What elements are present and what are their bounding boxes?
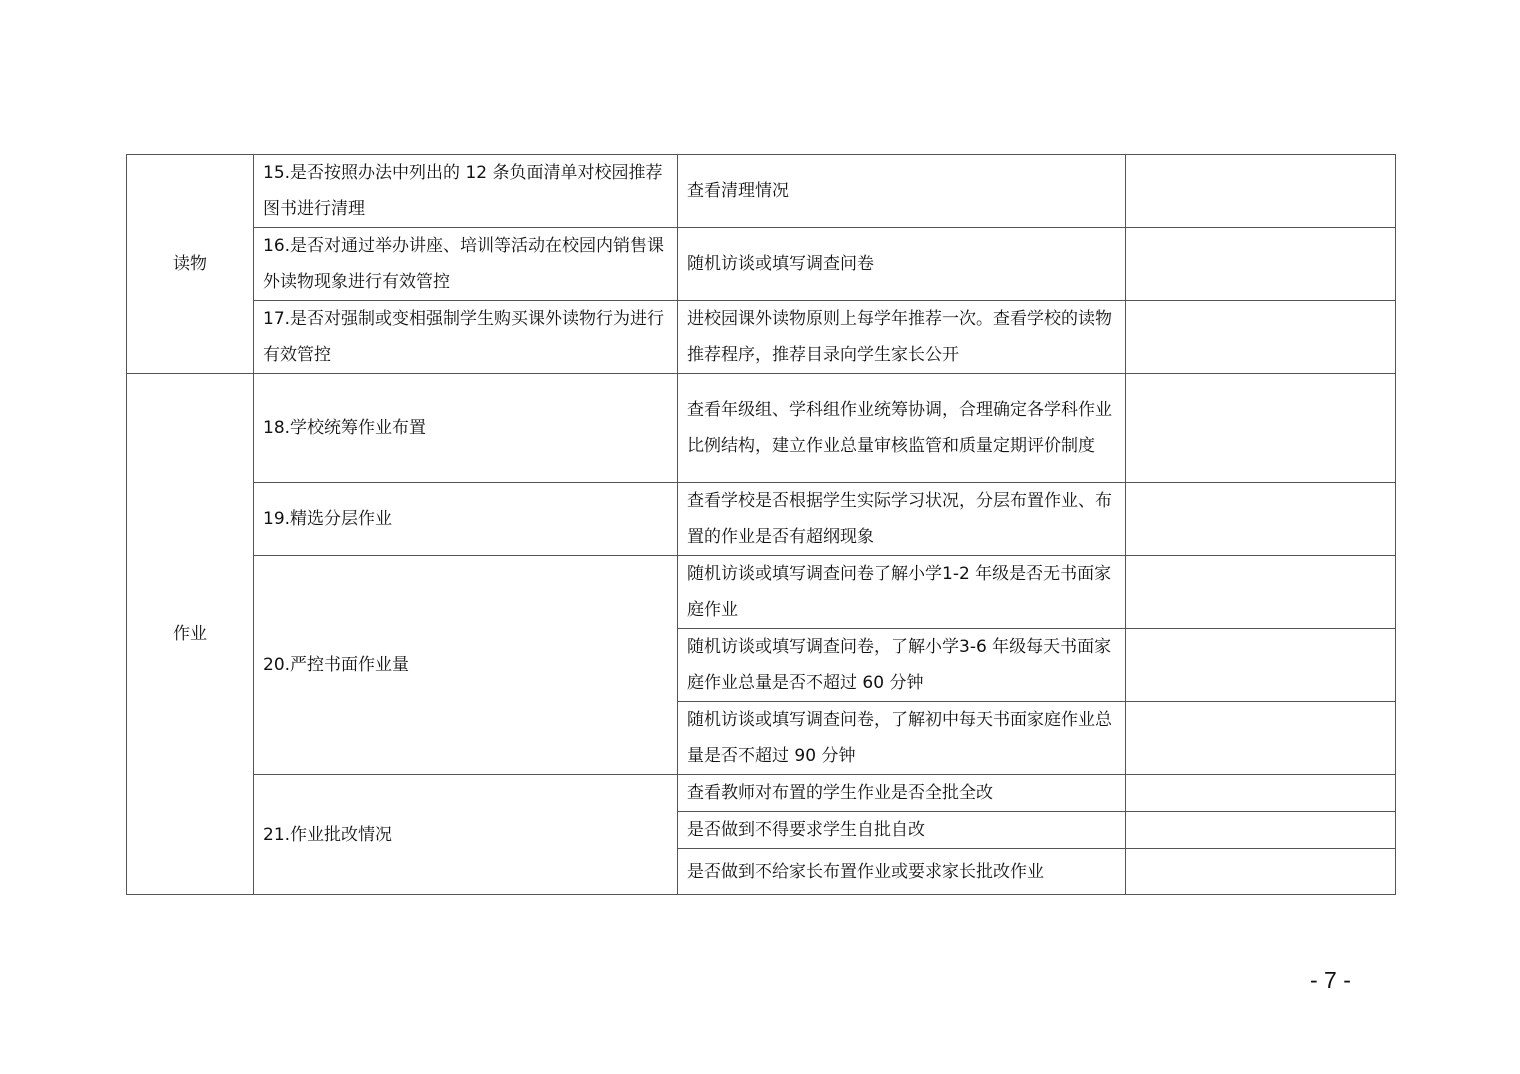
method-21-2: 是否做到不得要求学生自批自改 xyxy=(678,812,1126,849)
item-21: 21.作业批改情况 xyxy=(254,775,678,895)
result-cell xyxy=(1126,812,1396,849)
method-17: 进校园课外读物原则上每学年推荐一次。查看学校的读物推荐程序，推荐目录向学生家长公开 xyxy=(678,301,1126,374)
method-15: 查看清理情况 xyxy=(678,155,1126,228)
category-reading: 读物 xyxy=(127,155,254,374)
table-row xyxy=(127,483,1396,556)
table-row xyxy=(127,228,1396,301)
result-cell xyxy=(1126,155,1396,228)
result-cell xyxy=(1126,228,1396,301)
method-16: 随机访谈或填写调查问卷 xyxy=(678,228,1126,301)
method-21-1: 查看教师对布置的学生作业是否全批全改 xyxy=(678,775,1126,812)
table-row xyxy=(127,556,1396,629)
result-cell xyxy=(1126,702,1396,775)
result-cell xyxy=(1126,374,1396,483)
item-18: 18.学校统筹作业布置 xyxy=(254,374,678,483)
table-row xyxy=(127,301,1396,374)
method-18: 查看年级组、学科组作业统筹协调，合理确定各学科作业比例结构，建立作业总量审核监管和质量定期评价制度 xyxy=(678,374,1126,483)
inspection-table xyxy=(126,154,1396,895)
item-15: 15.是否按照办法中列出的 12 条负面清单对校园推荐图书进行清理 xyxy=(254,155,678,228)
method-20-3: 随机访谈或填写调查问卷，了解初中每天书面家庭作业总量是否不超过 90 分钟 xyxy=(678,702,1126,775)
method-21-3: 是否做到不给家长布置作业或要求家长批改作业 xyxy=(678,849,1126,895)
category-homework: 作业 xyxy=(127,374,254,895)
result-cell xyxy=(1126,483,1396,556)
table-row xyxy=(127,775,1396,812)
result-cell xyxy=(1126,556,1396,629)
table-row xyxy=(127,155,1396,228)
table-row xyxy=(127,374,1396,483)
item-20: 20.严控书面作业量 xyxy=(254,556,678,775)
result-cell xyxy=(1126,301,1396,374)
item-19: 19.精选分层作业 xyxy=(254,483,678,556)
result-cell xyxy=(1126,629,1396,702)
method-20-1: 随机访谈或填写调查问卷了解小学1-2 年级是否无书面家庭作业 xyxy=(678,556,1126,629)
method-19: 查看学校是否根据学生实际学习状况，分层布置作业、布置的作业是否有超纲现象 xyxy=(678,483,1126,556)
result-cell xyxy=(1126,849,1396,895)
item-17: 17.是否对强制或变相强制学生购买课外读物行为进行有效管控 xyxy=(254,301,678,374)
method-20-2: 随机访谈或填写调查问卷，了解小学3-6 年级每天书面家庭作业总量是否不超过 60 分钟 xyxy=(678,629,1126,702)
item-16: 16.是否对通过举办讲座、培训等活动在校园内销售课外读物现象进行有效管控 xyxy=(254,228,678,301)
page-number: - 7 - xyxy=(1310,967,1351,993)
result-cell xyxy=(1126,775,1396,812)
